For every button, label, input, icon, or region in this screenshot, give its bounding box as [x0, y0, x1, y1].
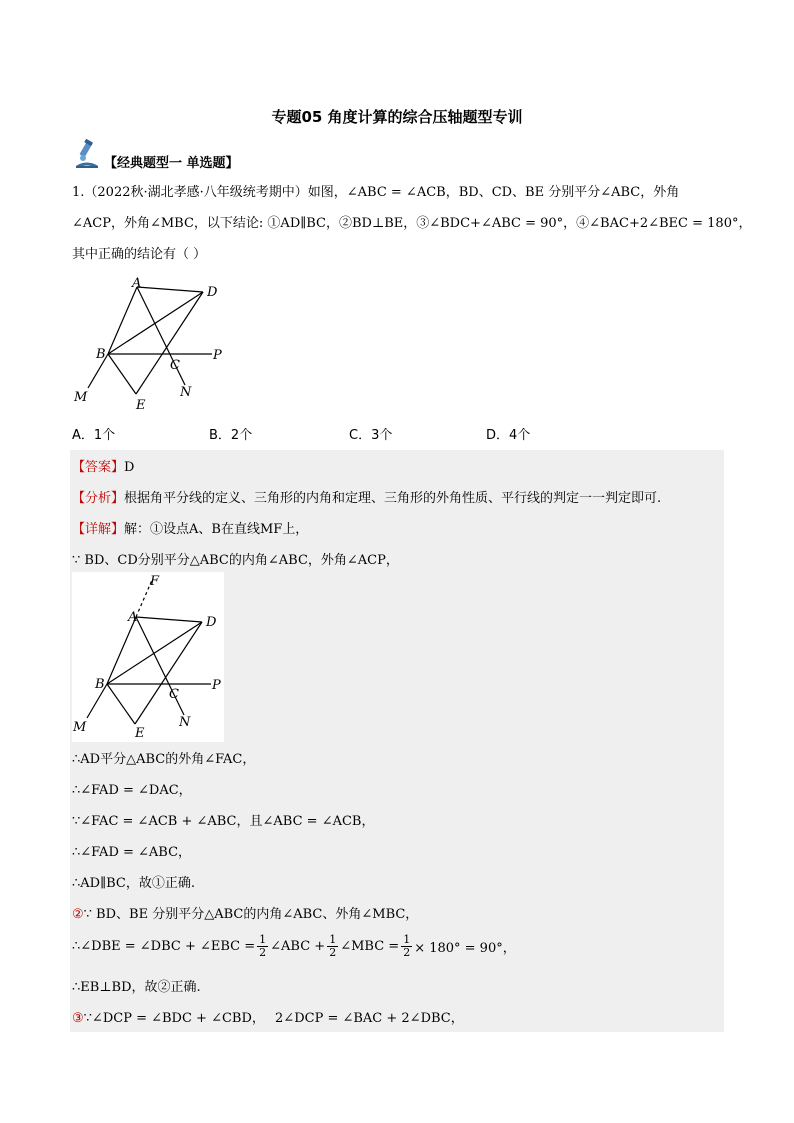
detail-text-9b: ∠ABC +	[270, 938, 326, 954]
label-c-2: C	[169, 687, 179, 702]
answer-value: D	[124, 460, 135, 475]
section-label: 【经典题型一 单选题】	[104, 156, 239, 171]
label-b: B	[96, 347, 106, 362]
label-e-2: E	[135, 726, 145, 738]
step-2-marker: ②	[72, 907, 84, 922]
fraction-2-num: 1	[329, 932, 337, 946]
label-d: D	[207, 285, 218, 300]
analysis-line	[72, 487, 661, 506]
fraction-1-den: 2	[259, 945, 267, 959]
label-m-2: M	[73, 720, 87, 735]
label-a-2: A	[128, 610, 138, 625]
fraction-2	[327, 934, 338, 959]
label-m: M	[74, 390, 88, 405]
solution-figure	[72, 572, 224, 742]
fraction-3	[401, 934, 412, 959]
label-d-2: D	[206, 615, 217, 630]
question-figure	[70, 276, 240, 420]
option-d: D．4个	[486, 428, 531, 443]
analysis-tag: 【分析】	[72, 491, 125, 506]
step-3-marker: ③	[72, 1011, 84, 1026]
detail-text-11b: ∵∠DCP = ∠BDC + ∠CBD，	[83, 1011, 265, 1026]
detail-text-10a: ∴EB⊥BD，	[72, 980, 145, 995]
detail-line-7	[72, 872, 195, 891]
answer-line	[72, 456, 134, 475]
detail-text-8b: ∵ BD、BE 分别平分△ABC的内角∠ABC、外角∠MBC，	[83, 907, 419, 922]
label-n: N	[180, 385, 192, 400]
label-n-2: N	[179, 715, 191, 730]
label-a: A	[132, 276, 142, 291]
question-line-3: 其中正确的结论有（ ）	[72, 247, 207, 262]
label-c: C	[170, 358, 180, 373]
label-f: F	[150, 574, 160, 589]
detail-text-9c: ∠MBC =	[340, 938, 400, 954]
detail-line-6: ∴∠FAD = ∠ABC，	[72, 845, 192, 860]
page-title: 专题05 角度计算的综合压轴题型专训	[271, 108, 523, 126]
detail-text-5b: 且∠ABC = ∠ACB，	[249, 814, 375, 829]
detail-text-7b: 故①正确.	[138, 876, 195, 891]
label-b-2: B	[95, 677, 105, 692]
fraction-1	[257, 934, 268, 959]
detail-line-4: ∴∠FAD = ∠DAC，	[72, 783, 192, 798]
option-c: C．3个	[349, 428, 393, 443]
detail-line-11	[72, 1007, 464, 1026]
option-b: B．2个	[209, 428, 253, 443]
detail-text-10b: 故②正确.	[144, 980, 201, 995]
label-p: P	[213, 348, 222, 363]
question-line-2: ∠ACP，外角∠MBC，以下结论: ①AD∥BC，②BD⊥BE，③∠BDC+∠ABC = 90°，④∠BAC+2∠BEC = 180°，	[72, 216, 752, 231]
detail-text-7a: ∴AD∥BC，	[72, 876, 139, 891]
detail-line-10	[72, 976, 201, 995]
fraction-2-den: 2	[329, 945, 337, 959]
detail-line-1	[72, 518, 308, 537]
label-p-2: P	[212, 678, 221, 693]
detail-line-5	[72, 810, 374, 829]
option-a: A．1个	[72, 428, 116, 443]
detail-text-1: 解：①设点A、B在直线MF上，	[124, 522, 309, 537]
label-e: E	[136, 398, 146, 413]
detail-line-2: ∵ BD、CD分别平分△ABC的内角∠ABC，外角∠ACP，	[72, 553, 399, 568]
fraction-3-den: 2	[403, 945, 411, 959]
detail-text-11c: 2∠DCP = ∠BAC + 2∠DBC，	[275, 1011, 464, 1026]
detail-line-8	[72, 903, 418, 922]
section-header	[72, 143, 239, 173]
answer-tag: 【答案】	[72, 460, 125, 475]
fraction-3-num: 1	[403, 932, 411, 946]
detail-text-5a: ∵∠FAC = ∠ACB + ∠ABC，	[72, 814, 250, 829]
detail-tag: 【详解】	[72, 522, 125, 537]
fraction-1-num: 1	[259, 932, 267, 946]
detail-text-9d: × 180° = 90°，	[414, 940, 516, 956]
detail-line-3: ∴AD平分△ABC的外角∠FAC，	[72, 752, 256, 767]
microscope-icon	[72, 139, 102, 173]
detail-line-9	[72, 930, 516, 962]
question-line-1: 1.（2022秋·湖北孝感·八年级统考期中）如图，∠ABC = ∠ACB，BD、CD、BE 分别平分∠ABC，外角	[72, 185, 680, 200]
analysis-text: 根据角平分线的定义、三角形的内角和定理、三角形的外角性质、平行线的判定一一判定即可.	[124, 491, 662, 506]
detail-text-9a: ∴∠DBE = ∠DBC + ∠EBC =	[72, 938, 256, 954]
